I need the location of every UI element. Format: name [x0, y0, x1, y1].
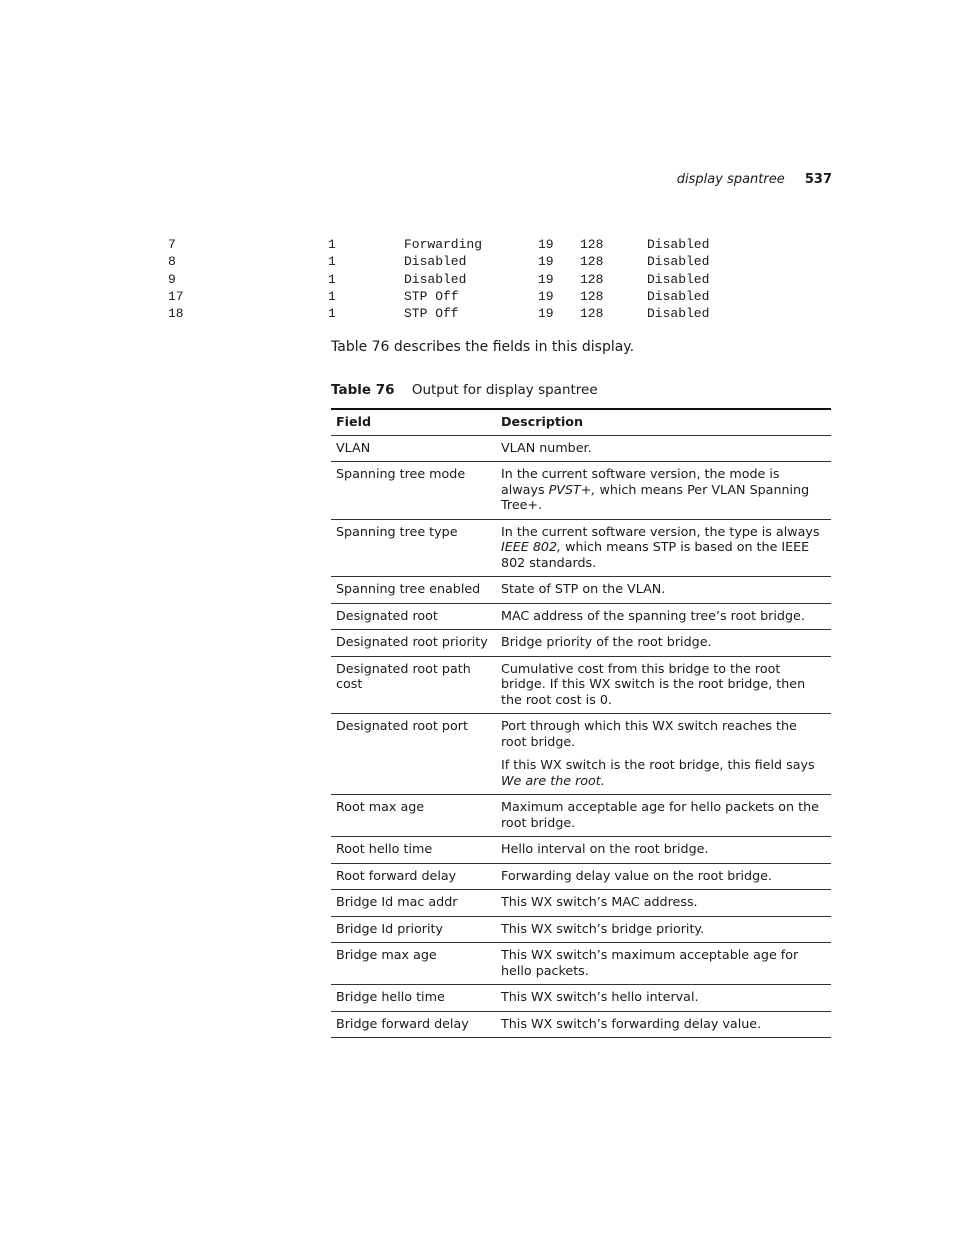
table-row	[331, 795, 831, 837]
description-text: Maximum acceptable age for hello packets on the root bridge.	[501, 799, 819, 830]
table-caption	[331, 382, 598, 398]
field-cell: VLAN	[331, 435, 496, 462]
intro-paragraph: Table 76 describes the fields in this display.	[331, 339, 635, 355]
description-text: Forwarding delay value on the root bridge.	[501, 867, 772, 883]
field-cell: Designated root	[331, 603, 496, 630]
code-cell: 19	[538, 254, 554, 270]
description-text: This WX switch’s hello interval.	[501, 989, 699, 1004]
code-cell: 19	[538, 237, 554, 252]
code-cell: 1	[328, 254, 336, 270]
description-text: This WX switch’s maximum acceptable age for hello packets.	[501, 947, 799, 978]
table-row	[331, 435, 831, 462]
description-text: Bridge priority of the root bridge.	[501, 634, 712, 649]
code-cell: 128	[580, 271, 604, 287]
description-paragraph	[501, 1016, 826, 1032]
description-cell	[496, 1011, 831, 1038]
code-cell: Disabled	[647, 288, 710, 304]
code-cell: 128	[580, 237, 604, 252]
field-cell: Bridge Id priority	[331, 916, 496, 943]
description-text: Hello interval on the root bridge.	[501, 841, 709, 856]
header-title: display spantree	[676, 172, 785, 187]
code-cell: Disabled	[647, 237, 710, 252]
description-paragraph	[501, 799, 826, 830]
emphasis-text: IEEE 802,	[501, 539, 562, 554]
code-cell: 128	[580, 254, 604, 270]
code-cell: Disabled	[404, 271, 467, 287]
description-paragraph	[501, 841, 826, 857]
code-cell: Forwarding	[404, 237, 483, 252]
description-paragraph	[501, 894, 826, 910]
code-cell: 1	[328, 237, 336, 252]
description-cell	[496, 943, 831, 985]
table-row	[331, 837, 831, 864]
field-cell: Designated root port	[331, 714, 496, 795]
table-row	[331, 714, 831, 795]
table-row	[331, 985, 831, 1012]
code-cell: 128	[580, 306, 604, 322]
code-cell: 9	[168, 271, 176, 287]
code-cell: 8	[168, 254, 176, 270]
table-caption-label: Table 76	[331, 382, 395, 398]
description-text: Port through which this WX switch reaches the root bridge.	[501, 718, 797, 749]
code-cell: Disabled	[647, 254, 710, 270]
description-cell	[496, 630, 831, 657]
code-cell: 19	[538, 306, 554, 322]
code-cell: 17	[168, 288, 184, 304]
table-row	[331, 916, 831, 943]
code-cell: Disabled	[647, 271, 710, 287]
field-cell: Bridge max age	[331, 943, 496, 985]
description-cell	[496, 462, 831, 520]
field-cell: Bridge forward delay	[331, 1011, 496, 1038]
code-cell: 1	[328, 306, 336, 322]
field-cell: Root hello time	[331, 837, 496, 864]
table-row	[331, 519, 831, 577]
table-row	[331, 577, 831, 604]
description-paragraph	[501, 634, 826, 650]
description-text: This WX switch’s MAC address.	[501, 894, 698, 909]
description-cell	[496, 795, 831, 837]
code-cell: 1	[328, 288, 336, 304]
code-cell: Disabled	[404, 254, 467, 270]
description-text: In the current software version, the mode is always	[501, 466, 780, 497]
field-cell: Root forward delay	[331, 863, 496, 890]
code-cell: STP Off	[404, 306, 459, 322]
emphasis-text: PVST+,	[548, 481, 596, 497]
description-paragraph	[501, 661, 826, 708]
table-header-row	[331, 409, 831, 435]
description-text: Cumulative cost from this bridge to the root bridge. If this WX switch is the root bridge, then the root cost is 0.	[501, 660, 806, 707]
description-cell	[496, 916, 831, 943]
field-cell: Spanning tree mode	[331, 462, 496, 520]
code-cell: Disabled	[647, 306, 710, 322]
description-cell	[496, 714, 831, 795]
code-cell: 128	[580, 288, 604, 304]
table-row	[331, 603, 831, 630]
field-cell: Designated root priority	[331, 630, 496, 657]
code-cell: 7	[168, 237, 176, 252]
table-row	[331, 890, 831, 917]
emphasis-text: We are the root.	[501, 772, 605, 788]
description-text: MAC address of the spanning tree’s root bridge.	[501, 607, 805, 623]
table-row	[331, 630, 831, 657]
table-row	[331, 1011, 831, 1038]
description-text: If this WX switch is the root bridge, this field says	[501, 757, 815, 772]
field-cell: Bridge Id mac addr	[331, 890, 496, 917]
description-text: VLAN number.	[501, 439, 592, 455]
description-cell	[496, 519, 831, 577]
description-cell	[496, 603, 831, 630]
description-paragraph	[501, 947, 826, 978]
description-paragraph	[501, 581, 826, 597]
code-cell: STP Off	[404, 288, 459, 304]
table-row	[331, 462, 831, 520]
description-cell	[496, 435, 831, 462]
table-row	[331, 943, 831, 985]
header-description: Description	[496, 409, 831, 435]
description-text: This WX switch’s bridge priority.	[501, 920, 705, 936]
description-cell	[496, 577, 831, 604]
description-paragraph	[501, 608, 826, 624]
running-header	[677, 172, 832, 187]
code-cell: 18	[168, 306, 184, 322]
field-cell: Spanning tree enabled	[331, 577, 496, 604]
field-cell: Spanning tree type	[331, 519, 496, 577]
description-cell	[496, 985, 831, 1012]
header-field: Field	[331, 409, 496, 435]
field-cell: Designated root path cost	[331, 656, 496, 714]
description-cell	[496, 656, 831, 714]
code-cell: 19	[538, 288, 554, 304]
description-paragraph	[501, 524, 826, 571]
description-text: This WX switch’s forwarding delay value.	[501, 1015, 762, 1031]
table-body	[331, 435, 831, 1038]
description-cell	[496, 890, 831, 917]
description-text: In the current software version, the type is always	[501, 523, 820, 539]
description-paragraph	[501, 718, 826, 749]
description-cell	[496, 863, 831, 890]
table-row	[331, 863, 831, 890]
description-paragraph	[501, 989, 826, 1005]
description-paragraph	[501, 757, 826, 788]
field-cell: Bridge hello time	[331, 985, 496, 1012]
description-text: which means STP is based on the IEEE 802 standards.	[501, 539, 810, 570]
code-cell: 1	[328, 271, 336, 287]
code-cell: 19	[538, 271, 554, 287]
fields-table	[331, 408, 831, 1038]
description-paragraph	[501, 440, 826, 456]
description-paragraph	[501, 868, 826, 884]
description-cell	[496, 837, 831, 864]
field-cell: Root max age	[331, 795, 496, 837]
description-paragraph	[501, 921, 826, 937]
page-number: 537	[804, 172, 832, 187]
description-text: which means Per VLAN Spanning Tree+.	[501, 481, 810, 512]
table-row	[331, 656, 831, 714]
description-paragraph	[501, 466, 826, 513]
description-text: State of STP on the VLAN.	[501, 581, 666, 596]
table-caption-text: Output for display spantree	[411, 382, 598, 398]
